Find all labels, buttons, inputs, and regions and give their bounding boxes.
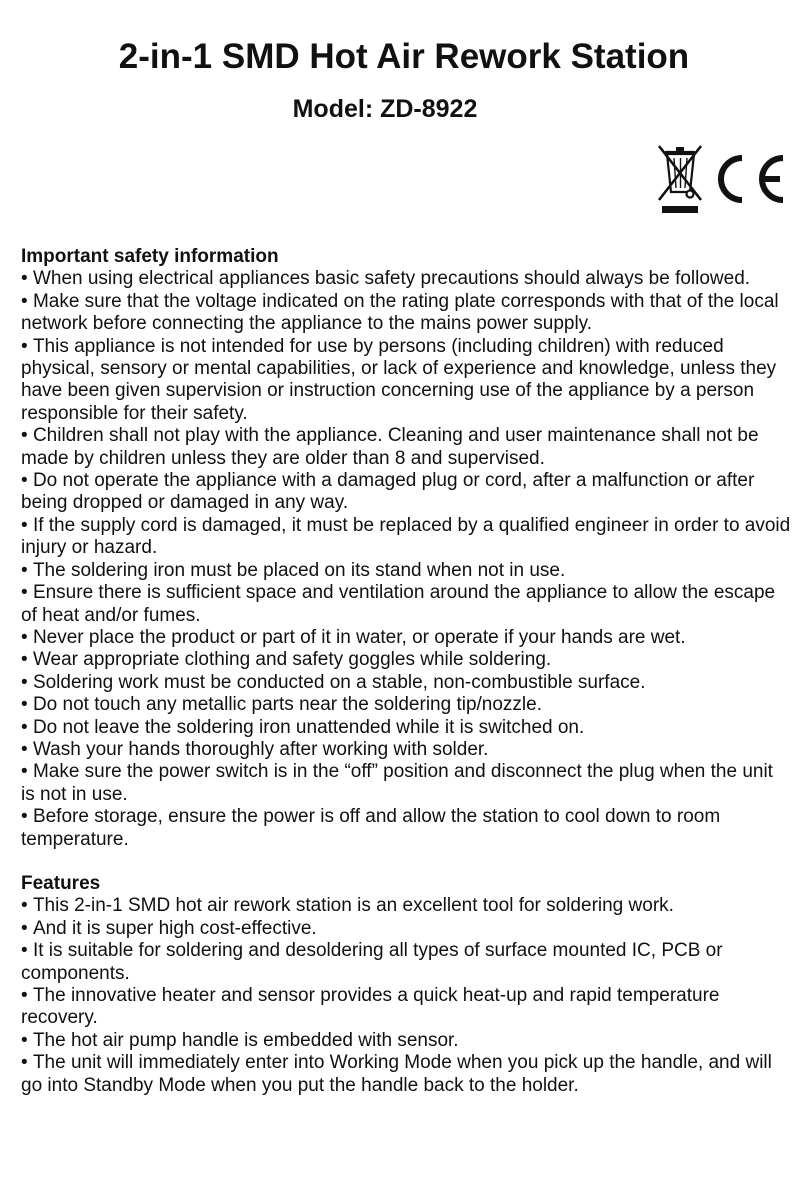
safety-item: • Wear appropriate clothing and safety goggles while soldering.	[21, 649, 791, 671]
safety-item: • Do not operate the appliance with a damaged plug or cord, after a malfunction or after being dropped or damaged in any way.	[21, 470, 791, 515]
ce-mark-icon	[721, 158, 783, 200]
safety-item: • Wash your hands thoroughly after working with solder.	[21, 739, 791, 761]
safety-item: • Children shall not play with the appliance. Cleaning and user maintenance shall not be made by children unless they are older than 8 and supervised.	[21, 425, 791, 470]
features-list	[21, 895, 791, 1097]
feature-item: • The innovative heater and sensor provides a quick heat-up and rapid temperature recovery.	[21, 985, 791, 1030]
safety-item: • Do not leave the soldering iron unattended while it is switched on.	[21, 717, 791, 739]
safety-item: • Never place the product or part of it in water, or operate if your hands are wet.	[21, 627, 791, 649]
safety-item: • When using electrical appliances basic safety precautions should always be followed.	[21, 268, 791, 290]
model-number: Model: ZD-8922	[292, 95, 478, 123]
feature-item: • The hot air pump handle is embedded with sensor.	[21, 1030, 791, 1052]
crossed-out-wheelie-bin-icon	[659, 146, 701, 213]
feature-item: • And it is super high cost-effective.	[21, 918, 791, 940]
feature-item: • This 2-in-1 SMD hot air rework station is an excellent tool for soldering work.	[21, 895, 791, 917]
safety-list	[21, 268, 791, 851]
manual-body	[21, 246, 791, 1097]
compliance-marks	[656, 142, 786, 216]
features-heading: Features	[21, 872, 101, 894]
feature-item: • It is suitable for soldering and desoldering all types of surface mounted IC, PCB or components.	[21, 940, 791, 985]
document-title: 2-in-1 SMD Hot Air Rework Station	[118, 37, 690, 76]
safety-item: • The soldering iron must be placed on its stand when not in use.	[21, 560, 791, 582]
safety-item: • Do not touch any metallic parts near the soldering tip/nozzle.	[21, 694, 791, 716]
section-spacer	[21, 851, 791, 873]
safety-item: • Make sure that the voltage indicated on the rating plate corresponds with that of the local network before connecting the appliance to the mains power supply.	[21, 291, 791, 336]
feature-item: • The unit will immediately enter into Working Mode when you pick up the handle, and will go into Standby Mode when you put the handle back to the holder.	[21, 1052, 791, 1097]
safety-item: • Ensure there is sufficient space and ventilation around the appliance to allow the escape of heat and/or fumes.	[21, 582, 791, 627]
safety-item: • Make sure the power switch is in the “off” position and disconnect the plug when the unit is not in use.	[21, 761, 791, 806]
safety-item: • Before storage, ensure the power is off and allow the station to cool down to room temperature.	[21, 806, 791, 851]
safety-item: • This appliance is not intended for use by persons (including children) with reduced physical, sensory or mental capabilities, or lack of experience and knowledge, unless they have been given supervision or instruction concerning use of the appliance by a person responsible for their safety.	[21, 336, 791, 426]
safety-heading: Important safety information	[21, 246, 279, 267]
features-section	[21, 873, 791, 1097]
safety-section	[21, 246, 791, 851]
safety-item: • If the supply cord is damaged, it must be replaced by a qualified engineer in order to avoid injury or hazard.	[21, 515, 791, 560]
safety-item: • Soldering work must be conducted on a stable, non-combustible surface.	[21, 672, 791, 694]
